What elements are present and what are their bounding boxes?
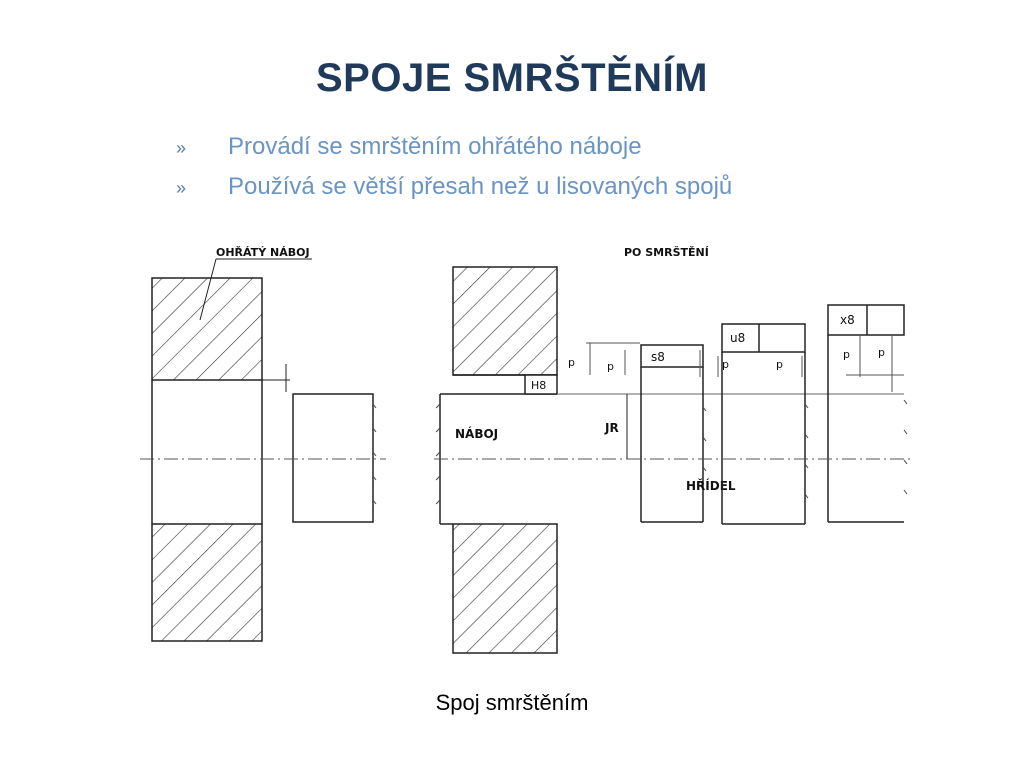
bullet-list xyxy=(176,133,732,213)
label-hub: NÁBOJ xyxy=(455,427,499,441)
overlap-p: p xyxy=(878,346,885,359)
hub-lower-section-assembled xyxy=(453,524,557,653)
bullet-item xyxy=(176,173,732,213)
tol-x8: x8 xyxy=(840,313,855,327)
shaft-before xyxy=(293,394,373,522)
assembled-hub xyxy=(440,267,557,653)
shaft-u8 xyxy=(722,324,805,524)
label-heated-hub: OHŘÁTÝ NÁBOJ xyxy=(216,246,310,259)
hub-lower-section xyxy=(152,524,262,641)
bullet-text: Provádí se smrštěním ohřátého náboje xyxy=(228,133,642,160)
overlap-p: p xyxy=(722,358,729,371)
bullet-marker: » xyxy=(176,138,187,158)
hub-upper-section-assembled xyxy=(453,267,557,375)
shaft-x8 xyxy=(828,305,904,522)
bullet-marker: » xyxy=(176,178,187,198)
label-after-shrink: PO SMRŠTĚNÍ xyxy=(624,246,709,259)
tol-u8: u8 xyxy=(730,331,746,345)
overlap-p: p xyxy=(776,358,783,371)
figure-caption: Spoj smrštěním xyxy=(435,690,589,715)
tol-h8: H8 xyxy=(531,379,547,392)
overlap-p: p xyxy=(568,356,575,369)
bullet-text: Používá se větší přesah než u lisovaných spojů xyxy=(228,173,733,200)
bullet-item xyxy=(176,133,732,173)
slide-title: SPOJE SMRŠTĚNÍM xyxy=(315,56,708,100)
shrink-fit-drawing xyxy=(140,232,920,662)
label-nominal: JR xyxy=(605,421,619,435)
shaft-s8 xyxy=(641,345,703,522)
label-shaft: HŘÍDEL xyxy=(686,479,736,493)
technical-drawing xyxy=(140,232,920,662)
overlap-p: p xyxy=(607,360,614,373)
overlap-p: p xyxy=(843,348,850,361)
tol-s8: s8 xyxy=(651,350,665,364)
